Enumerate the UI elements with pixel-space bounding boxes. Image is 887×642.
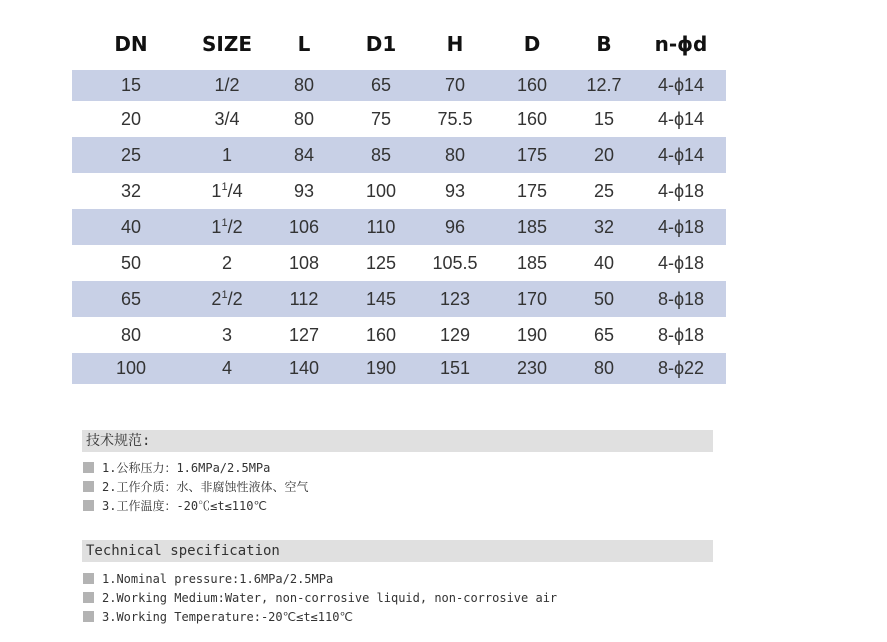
- cell-size: [190, 289, 264, 310]
- cell-b: 80: [593, 358, 615, 378]
- cell-dn: 25: [120, 144, 142, 165]
- list-item: [83, 569, 557, 588]
- cell-nd: 8-ϕ22: [657, 358, 705, 378]
- spec-cn-item: 2.工作介质：水、非腐蚀性液体、空气: [102, 480, 309, 494]
- cell-l: 106: [288, 216, 320, 237]
- cell-l: 140: [288, 358, 320, 378]
- cell-h: 93: [444, 180, 466, 201]
- cell-l: 93: [293, 180, 315, 201]
- size-main: 1: [221, 144, 232, 165]
- spec-en-title: Technical specification: [82, 540, 713, 562]
- cell-d1: 190: [365, 358, 397, 378]
- cell-dn: 32: [120, 180, 142, 201]
- size-main: 3/4: [214, 108, 240, 129]
- spec-cn-item: 1.公称压力：1.6MPa/2.5MPa: [102, 461, 271, 475]
- cell-d: 160: [516, 108, 548, 129]
- cell-nd: 4-ϕ18: [657, 252, 705, 273]
- cell-dn: 65: [120, 288, 142, 309]
- spec-cn-title: 技术规范:: [82, 430, 713, 452]
- cell-dn: 20: [120, 108, 142, 129]
- spec-cn-item: 3.工作温度：-20℃≤t≤110℃: [102, 499, 267, 513]
- table-row: [72, 353, 726, 384]
- list-item: [83, 588, 557, 607]
- cell-b: 15: [593, 108, 615, 129]
- cell-d: 170: [516, 288, 548, 309]
- cell-size: [190, 109, 264, 130]
- header-d: D: [523, 32, 541, 56]
- cell-size: [190, 325, 264, 346]
- cell-h: 80: [444, 144, 466, 165]
- cell-h: 129: [439, 324, 471, 345]
- cell-b: 32: [593, 216, 615, 237]
- size-main: /2: [227, 288, 243, 309]
- spec-en-item: 3.Working Temperature:-20℃≤t≤110℃: [102, 609, 353, 624]
- cell-d: 160: [516, 75, 548, 95]
- bullet-icon: [83, 481, 94, 492]
- size-numerator: 1: [221, 288, 228, 301]
- cell-size: [190, 253, 264, 274]
- header-b: B: [596, 32, 612, 56]
- size-main: 3: [221, 324, 232, 345]
- bullet-icon: [83, 500, 94, 511]
- header-h: H: [446, 32, 464, 56]
- cell-size: [190, 358, 264, 379]
- cell-size: [190, 75, 264, 96]
- cell-b: 20: [593, 144, 615, 165]
- cell-size: [190, 145, 264, 166]
- cell-l: 127: [288, 324, 320, 345]
- cell-d1: 110: [366, 216, 396, 237]
- cell-b: 65: [593, 324, 615, 345]
- cell-size: [190, 181, 264, 202]
- cell-nd: 4-ϕ14: [657, 144, 705, 165]
- size-whole: 1: [211, 180, 222, 201]
- cell-b: 12.7: [586, 75, 622, 95]
- cell-dn: 80: [120, 324, 142, 345]
- size-whole: 1: [211, 216, 222, 237]
- spec-cn-list: [83, 458, 308, 515]
- cell-nd: 4-ϕ18: [657, 216, 705, 237]
- cell-d: 230: [516, 358, 548, 378]
- header-size: SIZE: [201, 32, 252, 56]
- cell-h: 96: [444, 216, 466, 237]
- spec-en-item: 1.Nominal pressure:1.6MPa/2.5MPa: [102, 571, 334, 586]
- table-body: [72, 70, 726, 384]
- cell-l: 84: [293, 144, 315, 165]
- table-row: [72, 317, 726, 353]
- table-row: [72, 137, 726, 173]
- cell-size: [190, 217, 264, 238]
- size-main: /2: [227, 216, 243, 237]
- bullet-icon: [83, 462, 94, 473]
- cell-dn: 15: [120, 75, 142, 95]
- cell-d1: 85: [370, 144, 392, 165]
- cell-d1: 100: [365, 180, 397, 201]
- cell-nd: 4-ϕ18: [657, 180, 705, 201]
- size-numerator: 1: [221, 216, 228, 229]
- table-row: [72, 101, 726, 137]
- cell-b: 25: [593, 180, 615, 201]
- cell-l: 108: [288, 252, 320, 273]
- cell-b: 40: [593, 252, 615, 273]
- size-main: 2: [221, 252, 232, 273]
- list-item: [83, 496, 308, 515]
- size-whole: 2: [211, 288, 222, 309]
- bullet-icon: [83, 611, 94, 622]
- table-row: [72, 209, 726, 245]
- size-main: /4: [227, 180, 243, 201]
- spec-en-item: 2.Working Medium:Water, non-corrosive liquid, non-corrosive air: [102, 590, 558, 605]
- size-main: 1/2: [214, 75, 240, 95]
- spec-en-list: [83, 569, 557, 626]
- cell-d: 185: [516, 252, 548, 273]
- cell-nd: 8-ϕ18: [657, 324, 705, 345]
- table-header: [72, 24, 726, 64]
- cell-d1: 145: [365, 288, 397, 309]
- cell-d: 175: [516, 180, 548, 201]
- cell-l: 80: [293, 75, 315, 95]
- cell-d: 175: [516, 144, 548, 165]
- header-dn: DN: [114, 32, 148, 56]
- cell-nd: 8-ϕ18: [657, 288, 705, 309]
- cell-l: 112: [289, 288, 319, 309]
- table-row: [72, 245, 726, 281]
- cell-d1: 75: [370, 108, 392, 129]
- cell-d: 185: [516, 216, 548, 237]
- list-item: [83, 477, 308, 496]
- cell-nd: 4-ϕ14: [657, 108, 705, 129]
- spec-table: [72, 24, 726, 384]
- cell-nd: 4-ϕ14: [657, 75, 705, 95]
- cell-l: 80: [293, 108, 315, 129]
- cell-h: 70: [444, 75, 466, 95]
- table-row: [72, 173, 726, 209]
- cell-d: 190: [516, 324, 548, 345]
- cell-d1: 125: [365, 252, 397, 273]
- size-numerator: 1: [221, 180, 228, 193]
- cell-d1: 65: [370, 75, 392, 95]
- header-l: L: [297, 32, 311, 56]
- cell-dn: 100: [115, 358, 147, 378]
- cell-dn: 50: [120, 252, 142, 273]
- cell-d1: 160: [365, 324, 397, 345]
- cell-h: 75.5: [437, 108, 473, 129]
- header-nd: n-ϕd: [654, 32, 708, 56]
- list-item: [83, 607, 557, 626]
- cell-b: 50: [593, 288, 615, 309]
- table-row: [72, 70, 726, 101]
- list-item: [83, 458, 308, 477]
- cell-dn: 40: [120, 216, 142, 237]
- bullet-icon: [83, 592, 94, 603]
- cell-h: 123: [439, 288, 471, 309]
- cell-h: 151: [439, 358, 471, 378]
- table-row: [72, 281, 726, 317]
- size-main: 4: [221, 358, 232, 378]
- header-d1: D1: [365, 32, 397, 56]
- cell-h: 105.5: [432, 252, 478, 273]
- bullet-icon: [83, 573, 94, 584]
